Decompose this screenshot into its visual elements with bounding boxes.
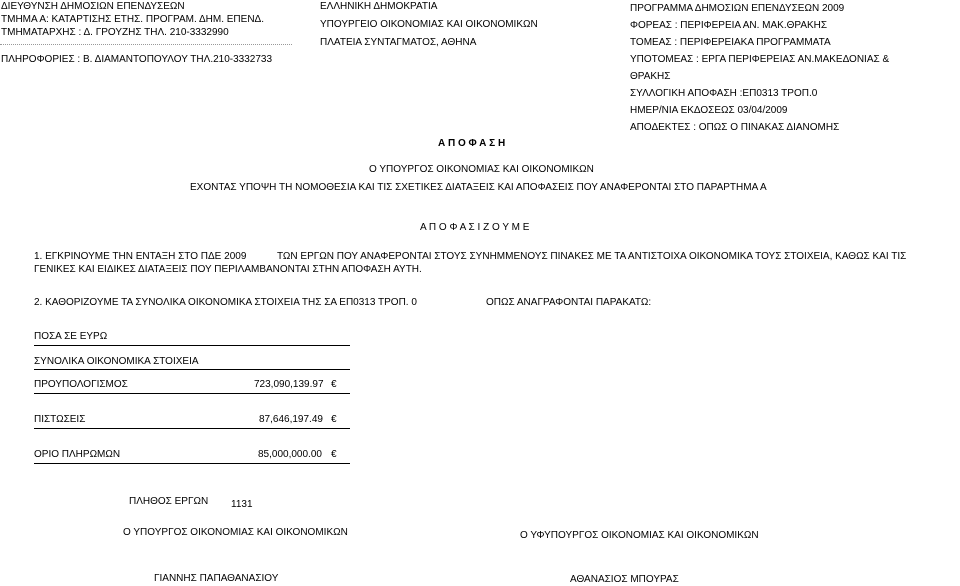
republic-line: ΕΛΛΗΝΙΚΗ ΔΗΜΟΚΡΑΤΙΑ <box>320 1 438 12</box>
amounts-underline <box>34 345 350 346</box>
issue-date-line: ΗΜΕΡ/ΝΙΑ ΕΚΔΟΣΕΩΣ 03/04/2009 <box>630 105 788 116</box>
credits-underline <box>34 428 350 429</box>
article-1-line-2: ΓΕΝΙΚΕΣ ΚΑΙ ΕΙΔΙΚΕΣ ΔΙΑΤΑΞΕΙΣ ΠΟΥ ΠΕΡΙΛΑΜΒΑΝΟΝΤΑΙ ΣΤΗΝ ΑΠΟΦΑΣΗ ΑΥΤΗ. <box>34 264 422 275</box>
article-2-part-1: 2. ΚΑΘΟΡΙΖΟΥΜΕ ΤΑ ΣΥΝΟΛΙΚΑ ΟΙΚΟΝΟΜΙΚΑ ΣΤΟΙΧΕΙΑ ΤΗΣ ΣΑ ΕΠ0313 ΤΡΟΠ. 0 <box>34 297 417 308</box>
minister-heading: Ο ΥΠΟΥΡΓΟΣ ΟΙΚΟΝΟΜΙΑΣ ΚΑΙ ΟΙΚΟΝΟΜΙΚΩΝ <box>369 164 594 175</box>
summary-underline <box>34 369 350 370</box>
recipients-line: ΑΠΟΔΕΚΤΕΣ : ΟΠΩΣ Ο ΠΙΝΑΚΑΣ ΔΙΑΝΟΜΗΣ <box>630 122 840 133</box>
payment-limit-underline <box>34 463 350 464</box>
ministry-line: ΥΠΟΥΡΓΕΙΟ ΟΙΚΟΝΟΜΙΑΣ ΚΑΙ ΟΙΚΟΝΟΜΙΚΩΝ <box>320 19 538 30</box>
payment-limit-value: 85,000,000.00 <box>258 449 322 460</box>
article-1-part-2: ΤΩΝ ΕΡΓΩΝ ΠΟΥ ΑΝΑΦΕΡΟΝΤΑΙ ΣΤΟΥΣ ΣΥΝΗΜΜΕΝΟΥΣ ΠΙΝΑΚΕΣ ΜΕ ΤΑ ΑΝΤΙΣΤΟΙΧΑ ΟΙΚΟΝΟΜΙΚΑ ΤΟΥΣ ΣΤΟΙΧΕΙΑ, ΚΑΘΩΣ ΚΑΙ ΤΙΣ <box>277 251 907 262</box>
sector-line: ΤΟΜΕΑΣ : ΠΕΡΙΦΕΡΕΙΑΚΑ ΠΡΟΓΡΑΜΜΑΤΑ <box>630 37 831 48</box>
project-count-value: 1131 <box>231 499 253 510</box>
minister-signature-title: Ο ΥΠΟΥΡΓΟΣ ΟΙΚΟΝΟΜΙΑΣ ΚΑΙ ΟΙΚΟΝΟΜΙΚΩΝ <box>123 527 348 538</box>
amounts-in-label: ΠΟΣΑ ΣΕ ΕΥΡΩ <box>34 331 108 342</box>
department-line-4: ΠΛΗΡΟΦΟΡΙΕΣ : Β. ΔΙΑΜΑΝΤΟΠΟΥΛΟΥ ΤΗΛ.210-3332733 <box>1 54 273 65</box>
budget-value: 723,090,139.97 <box>254 379 324 390</box>
budget-underline <box>34 393 350 394</box>
euro-icon: € <box>331 449 337 460</box>
collective-decision-line: ΣΥΛΛΟΓΙΚΗ ΑΠΟΦΑΣΗ :ΕΠ0313 ΤΡΟΠ.0 <box>630 88 818 99</box>
deputy-name: ΑΘΑΝΑΣΙΟΣ ΜΠΟΥΡΑΣ <box>570 574 679 585</box>
department-line-3: ΤΜΗΜΑΤΑΡΧΗΣ : Δ. ΓΡΟΥΖΗΣ ΤΗΛ. 210-3332990 <box>1 27 229 38</box>
address-line: ΠΛΑΤΕΙΑ ΣΥΝΤΑΓΜΑΤΟΣ, ΑΘΗΝΑ <box>320 37 477 48</box>
department-line-1: ΔΙΕΥΘΥΝΣΗ ΔΗΜΟΣΙΩΝ ΕΠΕΝΔΥΣΕΩΝ <box>1 1 185 12</box>
article-2-part-2: ΟΠΩΣ ΑΝΑΓΡΑΦΟΝΤΑΙ ΠΑΡΑΚΑΤΩ: <box>486 297 652 308</box>
credits-value: 87,646,197.49 <box>259 414 323 425</box>
department-line-2: ΤΜΗΜΑ Α: ΚΑΤΑΡΤΙΣΗΣ ΕΤΗΣ. ΠΡΟΓΡΑΜ. ΔΗΜ. ΕΠΕΝΔ. <box>1 14 264 25</box>
we-decide-heading: Α Π Ο Φ Α Σ Ι Ζ Ο Υ Μ Ε <box>420 222 530 233</box>
budget-label: ΠΡΟΥΠΟΛΟΓΙΣΜΟΣ <box>34 379 128 390</box>
credits-label: ΠΙΣΤΩΣΕΙΣ <box>34 414 86 425</box>
project-count-label: ΠΛΗΘΟΣ ΕΡΓΩΝ <box>129 496 209 507</box>
subsector-line-2: ΘΡΑΚΗΣ <box>630 71 671 82</box>
article-1-part-1: 1. ΕΓΚΡΙΝΟΥΜΕ ΤΗΝ ΕΝΤΑΞΗ ΣΤΟ ΠΔΕ 2009 <box>34 251 247 262</box>
minister-name: ΓΙΑΝΝΗΣ ΠΑΠΑΘΑΝΑΣΙΟΥ <box>154 573 279 584</box>
decision-title: Α Π Ο Φ Α Σ Η <box>438 138 506 149</box>
header-separator <box>0 44 292 45</box>
euro-icon: € <box>331 379 337 390</box>
financial-summary-heading: ΣΥΝΟΛΙΚΑ ΟΙΚΟΝΟΜΙΚΑ ΣΤΟΙΧΕΙΑ <box>34 356 199 367</box>
subsector-line-1: ΥΠΟΤΟΜΕΑΣ : ΕΡΓΑ ΠΕΡΙΦΕΡΕΙΑΣ ΑΝ.ΜΑΚΕΔΟΝΙΑΣ & <box>630 54 890 65</box>
programme-line: ΠΡΟΓΡΑΜΜΑ ΔΗΜΟΣΙΩΝ ΕΠΕΝΔΥΣΕΩΝ 2009 <box>630 3 845 14</box>
having-regard-line: ΕΧΟΝΤΑΣ ΥΠΟΨΗ ΤΗ ΝΟΜΟΘΕΣΙΑ ΚΑΙ ΤΙΣ ΣΧΕΤΙΚΕΣ ΔΙΑΤΑΞΕΙΣ ΚΑΙ ΑΠΟΦΑΣΕΙΣ ΠΟΥ ΑΝΑΦΕΡΟΝΤΑΙ ΣΤΟ ΠΑΡΑΡΤΗΜΑ Α <box>190 182 767 193</box>
payment-limit-label: ΟΡΙΟ ΠΛΗΡΩΜΩΝ <box>34 449 121 460</box>
body-line: ΦΟΡΕΑΣ : ΠΕΡΙΦΕΡΕΙΑ ΑΝ. ΜΑΚ.ΘΡΑΚΗΣ <box>630 20 828 31</box>
deputy-signature-title: Ο ΥΦΥΠΟΥΡΓΟΣ ΟΙΚΟΝΟΜΙΑΣ ΚΑΙ ΟΙΚΟΝΟΜΙΚΩΝ <box>520 530 759 541</box>
euro-icon: € <box>331 414 337 425</box>
